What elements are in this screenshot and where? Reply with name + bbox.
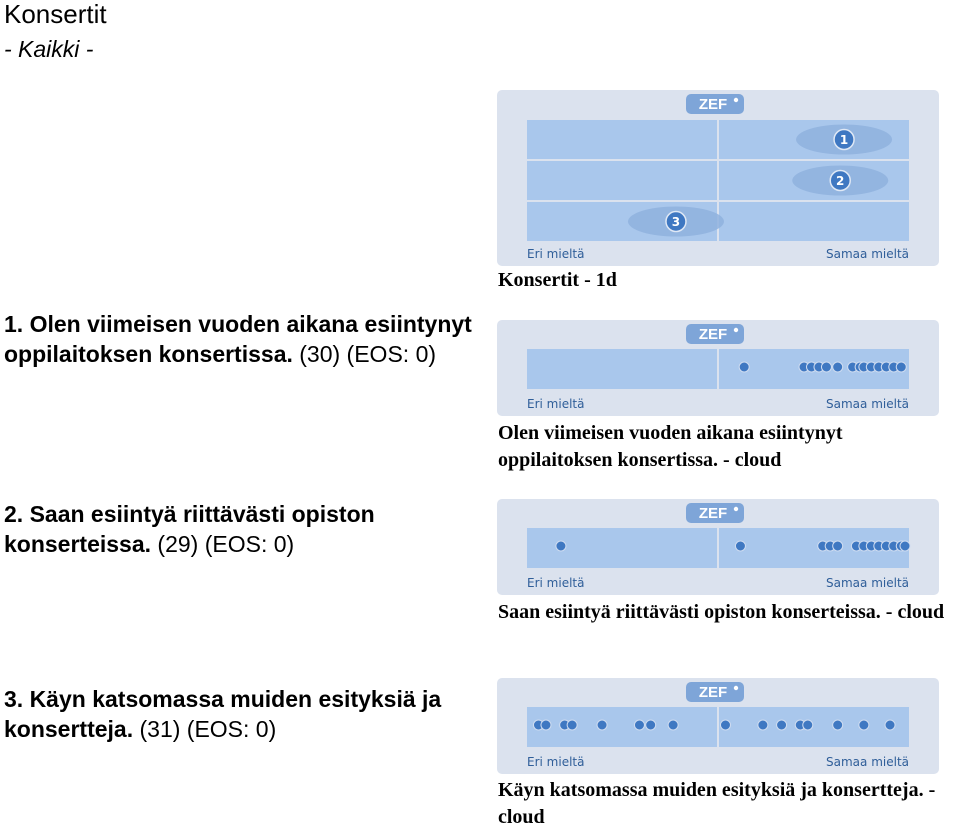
statement-1: [4, 309, 494, 369]
zef-panel-1d: [497, 90, 939, 266]
response-dot: [758, 720, 768, 730]
disagree-label: Eri mieltä: [527, 247, 585, 261]
caption-1d-text: Konsertit - 1d: [498, 269, 617, 291]
caption-cloud-3-text: Käyn katsomassa muiden esityksiä ja konsertteja. -: [498, 779, 936, 801]
response-dot: [833, 362, 843, 372]
disagree-label: Eri mieltä: [527, 397, 585, 411]
response-dot: [541, 720, 551, 730]
caption-cloud-1: [498, 420, 958, 474]
agree-label: Samaa mieltä: [826, 576, 909, 590]
page-title: Konsertit: [4, 0, 107, 29]
zef-cloud-panel-2: [497, 499, 939, 595]
svg-text:ZEF: ZEF: [698, 326, 728, 343]
statement-3-count: (31) (EOS: 0): [139, 716, 277, 742]
disagree-label: Eri mieltä: [527, 755, 585, 769]
caption-cloud-2: [498, 599, 958, 626]
response-dot: [739, 362, 749, 372]
zef-logo: [686, 324, 744, 344]
caption-cloud-1-text: Olen viimeisen vuoden aikana esiintynyt oppilaitoksen konsertissa. -: [498, 422, 843, 471]
zef-cloud-panel-3: [497, 678, 939, 774]
response-dot: [735, 541, 745, 551]
caption-cloud-2-tail: cloud: [897, 601, 945, 623]
statement-3-text: 3. Käyn katsomassa muiden esityksiä ja konsertteja.: [4, 686, 442, 742]
response-dot: [833, 720, 843, 730]
zef-1d-chart: [497, 90, 939, 266]
response-dot: [896, 362, 906, 372]
statement-1-count: (30) (EOS: 0): [299, 341, 437, 367]
response-dot: [900, 541, 910, 551]
response-dot: [567, 720, 577, 730]
response-dot: [885, 720, 895, 730]
svg-text:ZEF: ZEF: [698, 684, 728, 701]
response-dot: [720, 720, 730, 730]
zef-logo: [686, 503, 744, 523]
response-dot: [668, 720, 678, 730]
caption-cloud-3-tail: cloud: [498, 806, 545, 828]
response-dot: [777, 720, 787, 730]
response-dot: [803, 720, 813, 730]
statement-2-text: 2. Saan esiintyä riittävästi opiston konserteissa.: [4, 501, 375, 557]
caption-cloud-1-tail: cloud: [734, 449, 782, 471]
agree-label: Samaa mieltä: [826, 755, 909, 769]
response-dot: [833, 541, 843, 551]
caption-cloud-2-text: Saan esiintyä riittävästi opiston konserteissa. -: [498, 601, 893, 623]
agree-label: Samaa mieltä: [826, 397, 909, 411]
statement-2-count: (29) (EOS: 0): [157, 531, 295, 557]
zef-cloud-chart: [497, 678, 939, 774]
zef-cloud-chart: [497, 499, 939, 595]
response-dot: [634, 720, 644, 730]
statement-3: [4, 684, 494, 744]
caption-cloud-3: [498, 777, 958, 831]
response-dot: [556, 541, 566, 551]
item-number: 3: [671, 215, 681, 229]
zef-cloud-panel-1: [497, 320, 939, 416]
response-dot: [821, 362, 831, 372]
response-dot: [646, 720, 656, 730]
agree-label: Samaa mieltä: [826, 247, 909, 261]
response-dot: [597, 720, 607, 730]
zef-logo: [686, 682, 744, 702]
response-dot: [859, 720, 869, 730]
item-number: 2: [836, 174, 845, 188]
svg-text:ZEF: ZEF: [698, 505, 728, 522]
caption-1d: [498, 267, 958, 294]
disagree-label: Eri mieltä: [527, 576, 585, 590]
statement-2: [4, 499, 494, 559]
statement-1-text: 1. Olen viimeisen vuoden aikana esiintynyt oppilaitoksen konsertissa.: [4, 311, 472, 367]
page-subtitle: - Kaikki -: [4, 36, 94, 62]
zef-cloud-chart: [497, 320, 939, 416]
item-number: 1: [839, 133, 849, 147]
svg-text:ZEF: ZEF: [698, 96, 728, 113]
zef-logo: [686, 94, 744, 114]
